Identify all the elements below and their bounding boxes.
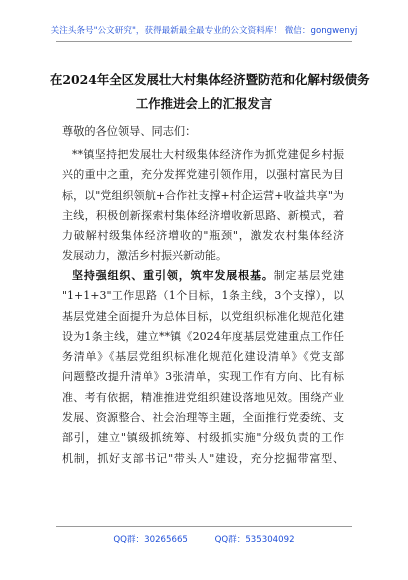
paragraph-line: 基层党建全面提升为总体目标，以党组织标准化规范化建 (62, 309, 344, 323)
paragraph-line: 设为1条主线，建立**镇《2024年度基层党建重点工作任 (62, 329, 344, 343)
paragraph-line: 标，以"党组织领航+合作社支撑+村企运营+收益共享"为 (62, 188, 344, 202)
paragraph-line: 问题整改提升清单》3张清单，实现工作有方向、比有标 (62, 370, 344, 384)
footer-qq-group-2: QQ群：535304092 (214, 535, 295, 545)
footer-divider (56, 526, 352, 527)
title-line-2: 工作推进会上的汇报发言 (135, 96, 273, 111)
header-divider (56, 41, 352, 42)
paragraph-line (62, 266, 344, 286)
paragraph-text: 制定基层党建 (273, 269, 344, 282)
footer-qq-group-1: QQ群：30265665 (113, 535, 188, 545)
paragraph-line: 务清单》《基层党组织标准化规范化建设清单》《党支部 (62, 350, 344, 364)
paragraph-line: 发展、资源整合、社会治理等主题，全面推行党委统、支 (62, 411, 344, 425)
paragraph-line: **镇坚持把发展壮大村级集体经济作为抓党建促乡村振 (72, 148, 344, 161)
paragraph-line: 主线，积极创新探索村集体经济增收新思路、新模式，着 (62, 208, 344, 222)
document-title (50, 68, 370, 116)
title-line-1: 在2024年全区发展壮大村集体经济暨防范和化解村级债务 (50, 72, 370, 87)
footer (0, 533, 408, 545)
paragraph-line: 部引，建立"镇级抓统筹、村级抓实施"分级负责的工作 (62, 431, 344, 445)
paragraph-2 (62, 266, 344, 469)
paragraph-line: "1+1+3"工作思路（1个目标，1条主线，3个支撑），以 (62, 289, 344, 303)
salutation: 尊敬的各位领导、同志们： (62, 125, 197, 138)
header-banner: 关注头条号"公文研究"，获得最新最全最专业的公文资料库！ 微信：gongwenyj (50, 26, 358, 36)
paragraph-line: 准、考有依据，精准推进党组织建设落地见效。围绕产业 (62, 390, 344, 404)
paragraph-line: 兴的重中之重，充分发挥党建引领作用，以强村富民为目 (62, 168, 344, 182)
section-heading: 坚持强组织、重引领，筑牢发展根基。 (72, 269, 274, 282)
paragraph-line: 机制，抓好支部书记"带头人"建设，充分挖掘带富型、 (62, 451, 344, 465)
paragraph-line: 发展动力，激活乡村振兴新动能。 (62, 249, 227, 263)
paragraph-line: 力破解村级集体经济增收的"瓶颈"，激发农村集体经济 (62, 229, 344, 243)
paragraph-1 (62, 145, 344, 267)
